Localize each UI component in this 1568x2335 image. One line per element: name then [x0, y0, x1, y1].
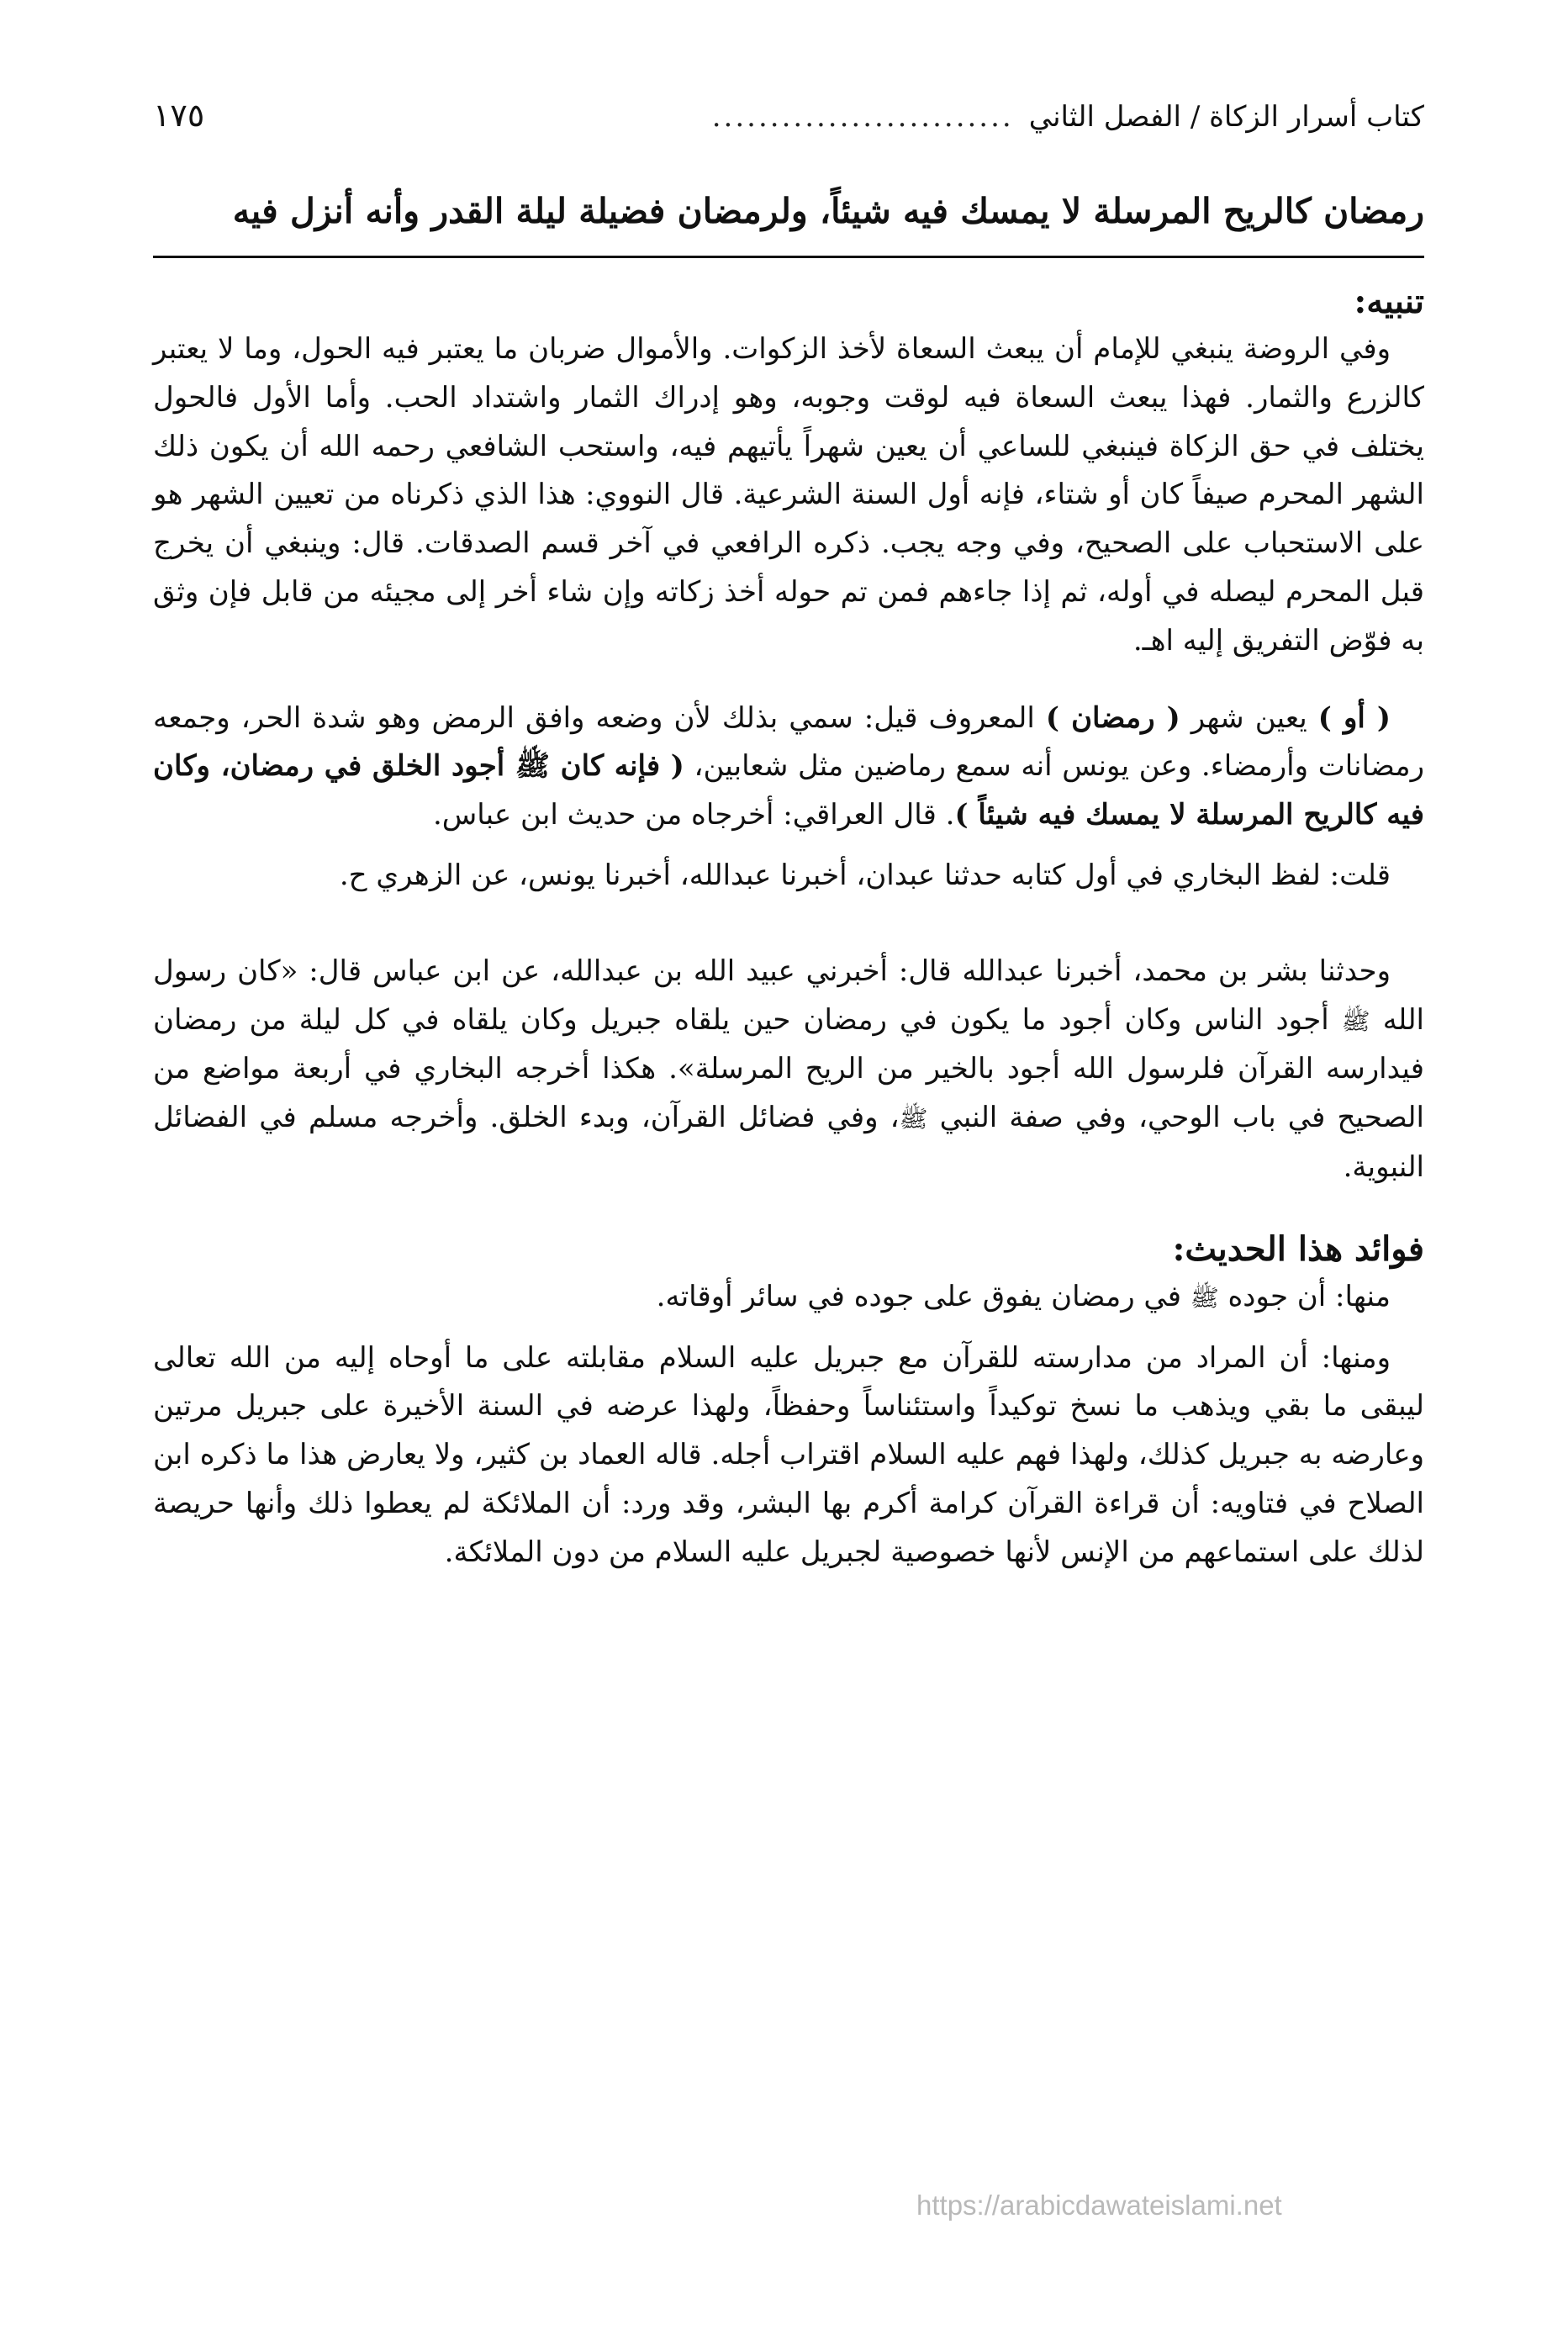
salawat-glyph: ﷺ	[1190, 1283, 1219, 1312]
page-content	[153, 84, 1424, 1577]
ramadan-paragraph	[153, 695, 1424, 840]
qultu-paragraph: قلت: لفظ البخاري في أول كتابه حدثنا عبدان، أخبرنا عبدالله، أخبرنا يونس، عن الزهري ح.	[339, 858, 1391, 892]
dot-leader: ..........................	[711, 100, 1014, 134]
ramadan-text-1: يعين شهر	[1180, 700, 1318, 735]
salawat-glyph: ﷺ	[1341, 1006, 1370, 1035]
isnad-text-3: ، وفي فضائل القرآن، وبدء الخلق. وأخرجه مسلم في الفضائل النبوية.	[153, 1101, 1424, 1184]
running-title: كتاب أسرار الزكاة / الفصل الثاني	[1028, 100, 1424, 134]
fawaid-paragraph-2: ومنها: أن المراد من مدارسته للقرآن مع جبريل عليه السلام مقابلته على ما أوحاه إليه من الله تعالى ليبقى ما بقي ويذهب ما نسخ توكيداً واستئناساً وحفظاً، ولهذا عرضه في السنة الأخيرة على جبريل مرتين وعارضه به جبريل كذلك، ولهذا فهم عليه السلام اقتراب أجله. قاله العماد بن كثير، ولا يعارض هذا ما ذكره ابن الصلاح في فتاويه: أن قراءة القرآن كرامة أكرم بها البشر، وقد ورد: أن الملائكة لم يعطوا ذلك وأنها حريصة لذلك على استماعهم من الإنس لأنها خصوصية لجبريل عليه السلام من دون الملائكة.	[153, 1340, 1424, 1569]
isnad-text-1: وحدثنا بشر بن محمد، أخبرنا عبدالله قال: أخبرني عبيد الله بن عبدالله، عن ابن عباس قال: «كان رسول الله	[153, 954, 1424, 1037]
watermark-url: https://arabicdawateislami.net	[916, 2190, 1282, 2221]
ramadan-text-2: المعروف قيل: سمي بذلك لأن وضعه وافق الرمض وهو شدة الحر، وجمعه رمضانات وأرمضاء. وعن يونس أنه سمع رماضين مثل شعابين،	[153, 700, 1424, 784]
tanbih-heading: تنبيه:	[1354, 282, 1424, 321]
fawaid-paragraph-1	[153, 1273, 1424, 1323]
matn-ref-aw: ( أو )	[1317, 700, 1391, 735]
fawaid-heading: فوائد هذا الحديث:	[1172, 1228, 1424, 1269]
ramadan-text-3: . قال العراقي: أخرجاه من حديث ابن عباس.	[432, 798, 955, 832]
isnad-text-2: أجود الناس وكان أجود ما يكون في رمضان حين يلقاه جبريل وكان يلقاه في كل ليلة من رمضان فيدارسه القرآن فلرسول الله أجود بالخير من الريح المرسلة». هكذا أخرجه البخاري في أربعة مواضع من الصحيح في باب الوحي، وفي صفة النبي	[153, 1002, 1424, 1135]
matn-ref-ramadan: ( رمضان )	[1045, 700, 1180, 735]
fawaid1-text-2: في رمضان يفوق على جوده في سائر أوقاته.	[656, 1279, 1191, 1313]
tanbih-paragraph: وفي الروضة ينبغي للإمام أن يبعث السعاة لأخذ الزكوات. والأموال ضربان ما يعتبر فيه الحول، وما لا يعتبر كالزرع والثمار. فهذا يبعث السعاة فيه لوقت وجوبه، وهو إدراك الثمار واشتداد الحب. وأما الأول فالحول يختلف في حق الزكاة فينبغي للساعي أن يعين شهراً يأتيهم فيه، واستحب الشافعي رحمه الله أن يكون ذلك الشهر المحرم صيفاً كان أو شتاء، فإنه أول السنة الشرعية. قال النووي: هذا الذي ذكرناه من تعيين الشهر هو على الاستحباب على الصحيح، وفي وجه يجب. ذكره الرافعي في آخر قسم الصدقات. قال: وينبغي أن يخرج قبل المحرم ليصله في أوله، ثم إذا جاءهم فمن تم حوله أخذ زكاته وإن شاء أخر إلى مجيئه من قابل فإن وثق به فوّض التفريق إليه اهـ.	[153, 332, 1424, 658]
salawat-glyph: ﷺ	[899, 1105, 928, 1133]
matn-text: رمضان كالريح المرسلة لا يمسك فيه شيئاً، ولرمضان فضيلة ليلة القدر وأنه أنزل فيه	[153, 187, 1424, 258]
fawaid1-text-1: منها: أن جوده	[1218, 1279, 1391, 1313]
isnad-paragraph	[153, 948, 1424, 1192]
matn-ref-hadith: ( فإنه كان ﷺ أجود الخلق في رمضان، وكان فيه كالريح المرسلة لا يمسك فيه شيئاً )	[153, 749, 1424, 832]
running-header	[153, 84, 1424, 146]
page-number: ١٧٥	[153, 97, 205, 134]
